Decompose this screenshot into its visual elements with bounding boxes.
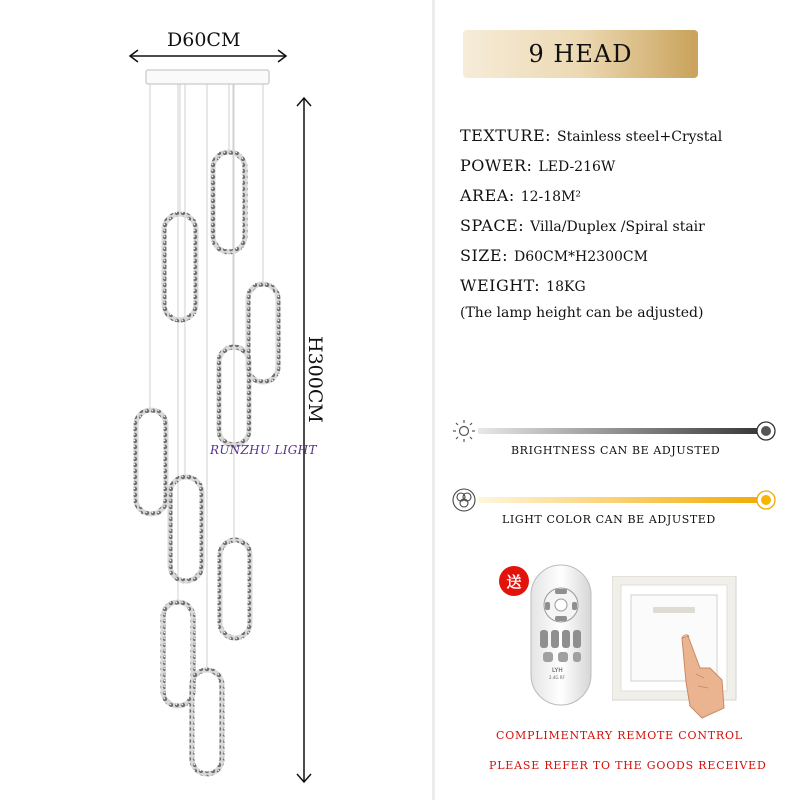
gift-badge: 送 [499,566,529,596]
width-dimension-arrow [130,50,286,62]
crystal-ring [220,540,250,638]
brightness-caption: BRIGHTNESS CAN BE ADJUSTED [511,444,721,457]
crystal-ring [163,602,193,706]
spec-value: D60CM*H2300CM [513,249,648,265]
height-label: H300CM [304,336,326,423]
crystal-ring [192,670,222,774]
spec-size [460,246,648,265]
wall-switch-image [612,576,742,721]
head-count-badge: 9 HEAD [463,30,698,78]
spec-value: 18KG [546,279,586,295]
height-adjust-note: (The lamp height can be adjusted) [460,305,704,321]
light-color-knob [757,491,775,509]
crystal-ring [248,284,278,382]
brightness-knob [757,422,775,440]
sun-icon [453,420,475,442]
height-dimension-arrow [297,98,311,782]
crystal-ring [170,477,202,581]
spec-power [460,156,615,175]
spec-value: Villa/Duplex /Spiral stair [530,219,705,235]
spec-key: SIZE: [460,246,508,265]
light-color-slider [450,483,780,517]
spec-key: TEXTURE: [460,126,552,145]
ceiling-canopy [146,70,269,84]
crystal-ring [136,410,166,514]
spec-key: WEIGHT: [460,276,541,295]
spec-space [460,216,705,235]
panel-divider [432,0,435,800]
crystal-ring [213,152,245,252]
spec-weight [460,276,586,295]
spec-key: POWER: [460,156,533,175]
remote-brand: LYH [552,667,563,674]
brightness-slider [450,414,780,448]
spec-value: Stainless steel+Crystal [557,129,723,145]
spec-area [460,186,581,205]
refer-goods-text: PLEASE REFER TO THE GOODS RECEIVED [489,759,767,772]
spec-value: 12-18M² [520,189,582,205]
light-color-caption: LIGHT COLOR CAN BE ADJUSTED [502,513,716,526]
spec-key: AREA: [460,186,515,205]
color-circles-icon [453,489,475,511]
brand-watermark: RUNZHU LIGHT [210,443,317,457]
spec-texture [460,126,722,145]
remote-sub: 2.4G RF [549,675,565,680]
spec-key: SPACE: [460,216,525,235]
spec-value: LED-216W [538,159,616,175]
width-label: D60CM [167,29,241,51]
complimentary-remote-text: COMPLIMENTARY REMOTE CONTROL [496,729,743,742]
crystal-ring [164,214,196,320]
